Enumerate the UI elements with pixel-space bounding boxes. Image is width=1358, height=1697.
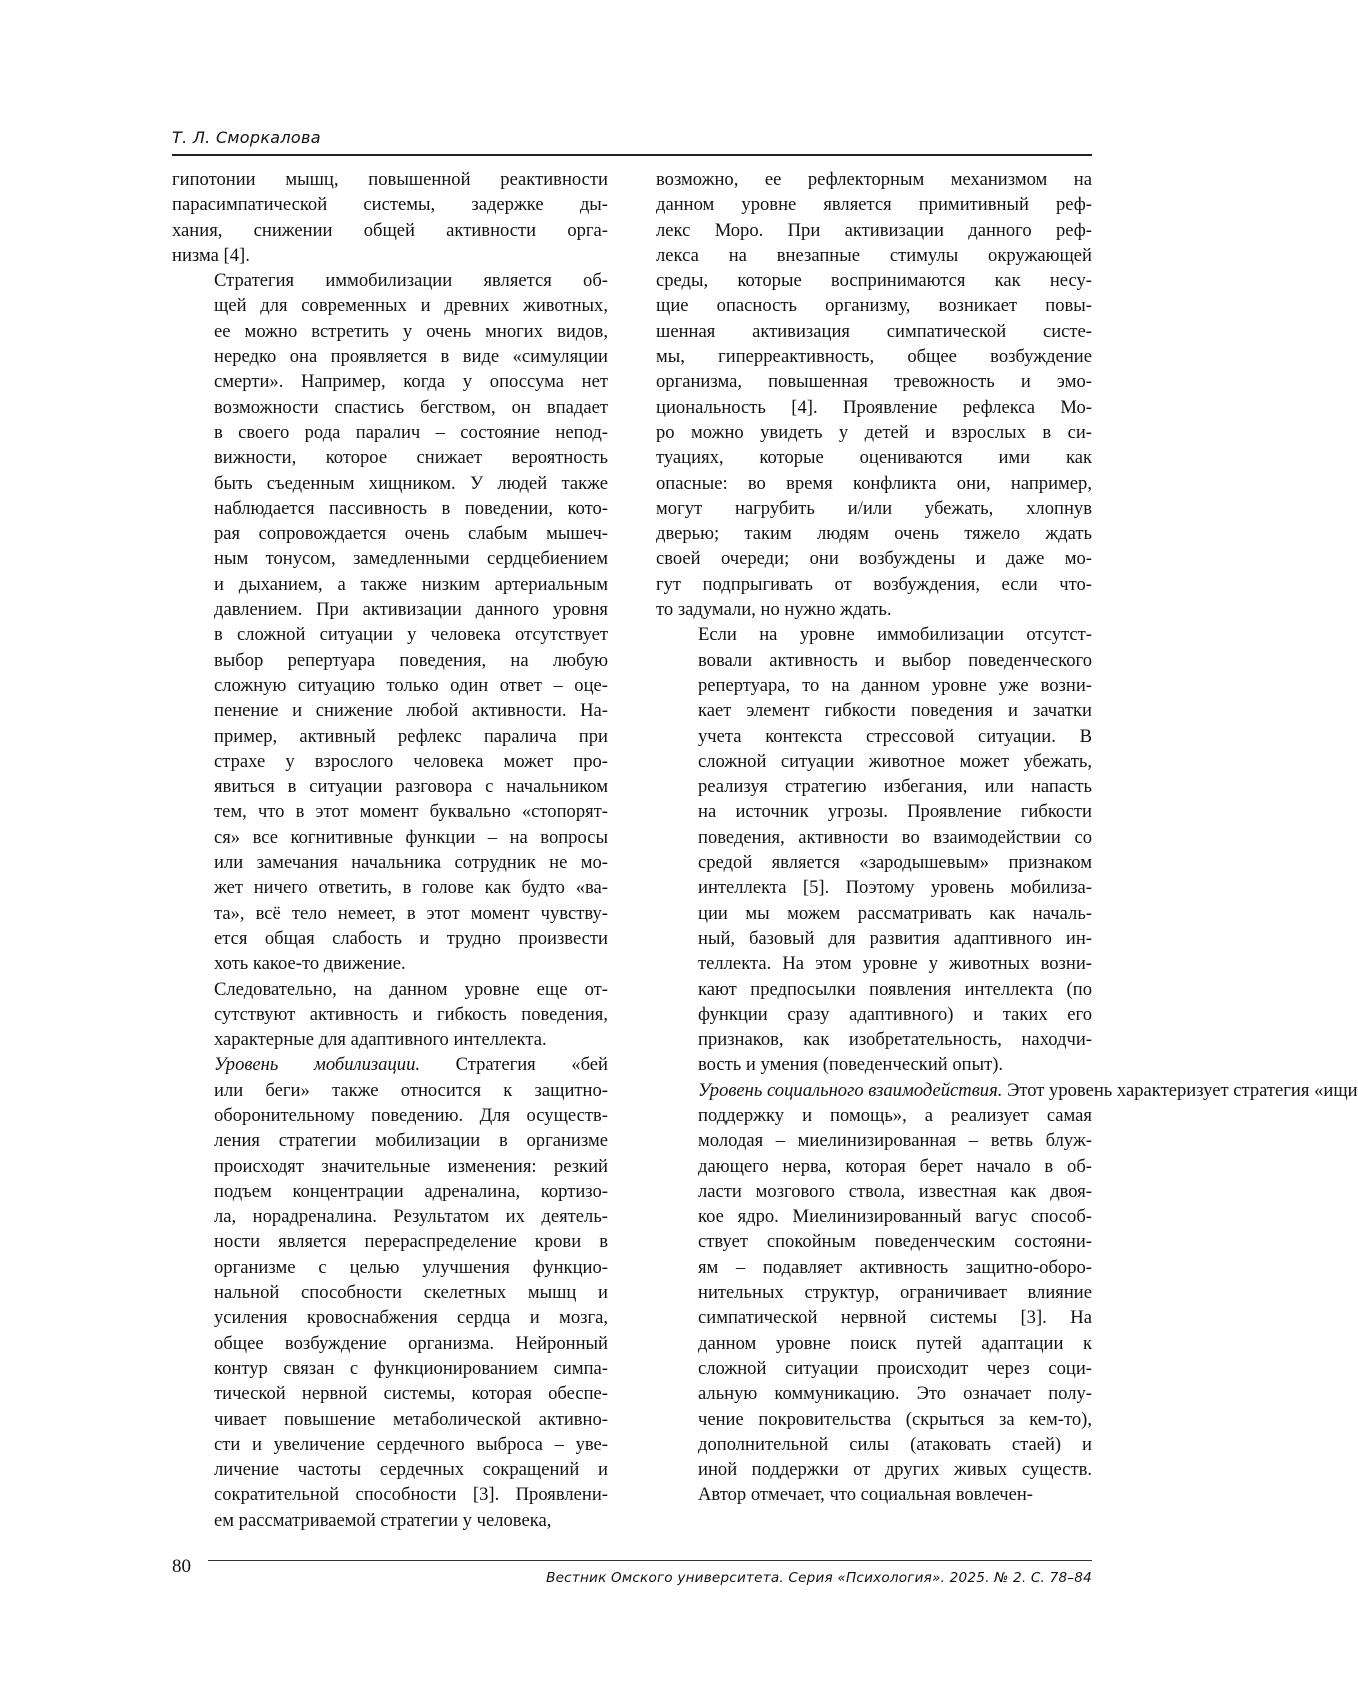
text-line: характерные для адаптивного интеллекта. [214,1029,547,1051]
text-line: кое ядро. Миелинизированный вагус способ- [698,1206,1092,1228]
text-line: выбор репертуара поведения, на любую [214,649,608,671]
text-line-rest: Этот уровень характеризует стратегия «ищи [1007,1079,1358,1101]
text-line: оборонительному поведению. Для осуществ- [214,1104,608,1126]
text-line: сложной ситуации происходит через соци- [698,1357,1092,1379]
text-line: интеллекта [5]. Поэтому уровень мобилиза- [698,877,1092,899]
text-line: признаков, как изобретательность, находчи- [698,1029,1092,1051]
text-line: в сложной ситуации у человека отсутствует [214,624,608,646]
text-line: сутствуют активность и гибкость поведения, [214,1003,608,1025]
text-line: та», всё тело немеет, в этот момент чувству- [214,902,608,924]
text-line: контур связан с функционированием симпа- [214,1357,608,1379]
text-line: тем, что в этот момент буквально «стопорят- [214,801,608,823]
text-line: происходят значительные изменения: резкий [214,1155,608,1177]
text-line: ее можно встретить у очень многих видов, [214,320,608,342]
text-line: иной поддержки от других живых существ. [698,1459,1092,1481]
text-line: на источник угрозы. Проявление гибкости [698,801,1092,823]
text-line: опасные: во время конфликта они, например, [656,472,1092,494]
text-line: учета контекста стрессовой ситуации. В [698,725,1092,747]
text-line: сложную ситуацию только один ответ – оце- [214,674,608,696]
text-line: молодая – миелинизированная – ветвь блуж- [698,1130,1092,1152]
journal-citation: Вестник Омского университета. Серия «Психология». 2025. № 2. С. 78–84 [546,1570,1092,1586]
text-line: пример, активный рефлекс паралича при [214,725,608,747]
text-line: средой является «зародышевым» признаком [698,852,1092,874]
text-line: Стратегия иммобилизации является об- [214,270,608,292]
paragraph [656,167,1092,622]
text-line: в своего рода паралич – состояние непод- [214,421,608,443]
footer-rule [208,1560,1092,1561]
text-line: реализуя стратегию избегания, или напасть [698,776,1092,798]
text-line: вижности, которое снижает вероятность [214,447,608,469]
text-line: теллекта. На этом уровне у животных возни- [698,953,1092,975]
text-line: ем рассматриваемой стратегии у человека, [214,1509,552,1531]
text-line: тической нервной системы, которая обеспе- [214,1383,608,1405]
text-line: щие опасность организму, возникает повы- [656,295,1092,317]
text-line: ным тонусом, замедленными сердцебиением [214,548,608,570]
text-line: нальной способности скелетных мышц и [214,1282,608,1304]
text-line: возможно, ее рефлекторным механизмом на [656,169,1092,190]
running-head-author: Т. Л. Сморкалова [172,128,321,147]
text-line: ный, базовый для развития адаптивного ин- [698,927,1092,949]
text-line: вость и умения (поведенческий опыт). [698,1054,1004,1076]
text-line: усиления кровоснабжения сердца и мозга, [214,1307,608,1329]
text-line: давлением. При активизации данного уровня [214,599,608,621]
header-rule [172,154,1092,156]
page-number: 80 [172,1556,191,1577]
text-line: ла, норадреналина. Результатом их деятель- [214,1206,608,1228]
text-line: возможности спастись бегством, он впадает [214,396,608,418]
paragraph [172,167,608,268]
section-heading: Уровень мобилизации. [214,1054,421,1076]
text-line: ции мы можем рассматривать как началь- [698,902,1092,924]
paragraph [172,977,608,1053]
text-line: данном уровне является примитивный реф- [656,194,1092,216]
text-line: шенная активизация симпатической систе- [656,320,1092,342]
text-line: личение частоты сердечных сокращений и [214,1459,608,1481]
text-line: чивает повышение метаболической активно- [214,1408,608,1430]
text-line: сложной ситуации животное может убежать, [698,750,1092,772]
text-line: хоть какое-то движение. [214,953,406,975]
text-line [172,1052,608,1077]
text-line: данном уровне поиск путей адаптации к [698,1332,1092,1354]
text-line: циональность [4]. Проявление рефлекса Мо- [656,396,1092,418]
text-line: подъем концентрации адреналина, кортизо- [214,1180,608,1202]
text-line [656,1078,1358,1103]
text-line: страхе у взрослого человека может про- [214,750,608,772]
text-line: кают предпосылки появления интеллекта (по [698,978,1092,1000]
text-line: или беги» также относится к защитно- [214,1079,608,1101]
paragraph [656,1078,1358,1508]
text-line: кает элемент гибкости поведения и зачатки [698,700,1092,722]
text-line: вовали активность и выбор поведенческого [698,649,1092,671]
text-line: репертуара, то на данном уровне уже возни- [698,674,1092,696]
section-heading: Уровень социального взаимодействия. [698,1079,1003,1101]
text-line: быть съеденным хищником. У людей также [214,472,608,494]
paragraph [172,268,608,976]
text-line: среды, которые воспринимаются как несу- [656,270,1092,292]
text-line: ется общая слабость и трудно произвести [214,927,608,949]
text-line: чение покровительства (скрыться за кем-то), [698,1408,1092,1430]
text-line: ствует спокойным поведенческим состояни- [698,1231,1092,1253]
text-line: пенение и снижение любой активности. На- [214,700,608,722]
text-line: гут подпрыгивать от возбуждения, если что- [656,573,1092,595]
text-line: лекса на внезапные стимулы окружающей [656,244,1092,266]
text-line: то задумали, но нужно ждать. [656,599,892,621]
text-line: Следовательно, на данном уровне еще от- [214,978,608,1000]
text-line: ности является перераспределение крови в [214,1231,608,1253]
text-line: Автор отмечает, что социальная вовлечен- [698,1484,1033,1506]
text-line: щей для современных и древних животных, [214,295,608,317]
text-line: дающего нерва, которая берет начало в об- [698,1155,1092,1177]
text-line: функции сразу адаптивного) и таких его [698,1003,1092,1025]
text-line: ро можно увидеть у детей и взрослых в си- [656,421,1092,443]
text-line: хания, снижении общей активности орга- [172,219,608,241]
text-line: наблюдается пассивность в поведении, кото- [214,497,608,519]
text-line: жет ничего ответить, в голове как будто «ва- [214,877,608,899]
text-line: общее возбуждение организма. Нейронный [214,1332,608,1354]
text-line: сти и увеличение сердечного выброса – уве- [214,1433,608,1455]
text-line: гипотонии мышц, повышенной реактивности [172,169,608,190]
text-line: дверью; таким людям очень тяжело ждать [656,523,1092,545]
paragraph [172,1052,608,1533]
text-line: рая сопровождается очень слабым мышеч- [214,523,608,545]
text-line: могут нагрубить и/или убежать, хлопнув [656,497,1092,519]
text-line: или замечания начальника сотрудник не мо- [214,852,608,874]
text-line: ся» все когнитивные функции – на вопросы [214,826,608,848]
text-line: туациях, которые оцениваются ими как [656,447,1092,469]
text-line: поведения, активности во взаимодействии со [698,826,1092,848]
text-line: смерти». Например, когда у опоссума нет [214,371,608,393]
text-line: организма, повышенная тревожность и эмо- [656,371,1092,393]
text-line: ям – подавляет активность защитно-оборо- [698,1256,1092,1278]
text-line: нередко она проявляется в виде «симуляции [214,346,608,368]
text-line: явиться в ситуации разговора с начальником [214,776,608,798]
text-line: и дыханием, а также низким артериальным [214,573,608,595]
text-line: сократительной способности [3]. Проявлени- [214,1484,608,1506]
text-line: симпатической нервной системы [3]. На [698,1307,1092,1329]
text-line: нительных структур, ограничивает влияние [698,1282,1092,1304]
text-line: Если на уровне иммобилизации отсутст- [698,624,1092,646]
right-column [656,167,1358,1508]
text-line: своей очереди; они возбуждены и даже мо- [656,548,1092,570]
text-line: ласти мозгового ствола, известная как двоя- [698,1180,1092,1202]
paragraph [656,622,1092,1077]
text-line: мы, гиперреактивность, общее возбуждение [656,346,1092,368]
text-line: низма [4]. [172,244,250,266]
text-line: парасимпатической системы, задержке ды- [172,194,608,216]
text-line: лекс Моро. При активизации данного реф- [656,219,1092,241]
left-column [172,167,608,1533]
text-line: поддержку и помощь», а реализует самая [698,1104,1092,1126]
text-line: дополнительной силы (атаковать стаей) и [698,1433,1092,1455]
text-line: альную коммуникацию. Это означает полу- [698,1383,1092,1405]
text-line-rest: Стратегия «бей [455,1054,608,1076]
text-line: организме с целью улучшения функцио- [214,1256,608,1278]
text-line: ления стратегии мобилизации в организме [214,1130,608,1152]
